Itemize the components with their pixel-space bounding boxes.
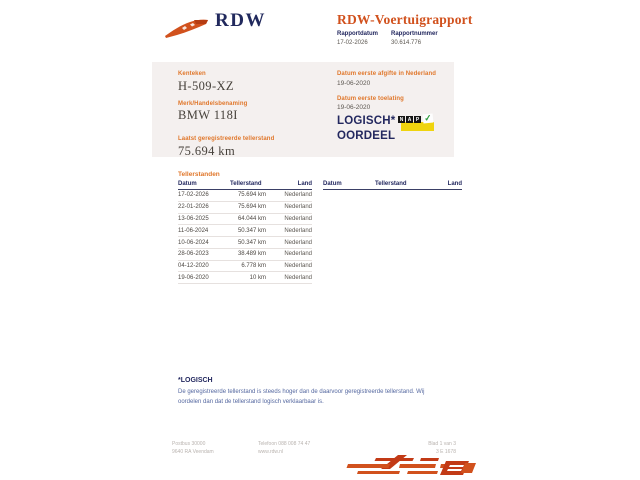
cell-datum: 04-12-2020	[178, 263, 209, 270]
nap-letter-a: A	[407, 116, 412, 123]
footer-phone: Telefoon 088 008 74 47	[258, 441, 311, 447]
report-number-value: 30.614.776	[391, 39, 422, 46]
nap-letter-n: N	[399, 116, 404, 123]
cell-tellerstand: 64.044 km	[237, 215, 266, 222]
kenteken-label: Kenteken	[178, 71, 206, 77]
nap-logo	[398, 112, 436, 135]
page-title: RDW-Voertuigrapport	[337, 12, 473, 27]
cell-tellerstand: 10 km	[249, 274, 266, 281]
table-header-row	[323, 181, 462, 190]
first-issue-value: 19-06-2020	[337, 79, 371, 87]
table-row	[178, 237, 312, 249]
rdw-logo	[164, 10, 266, 38]
vehicle-summary-panel	[152, 62, 454, 157]
cell-datum: 28-06-2023	[178, 251, 209, 258]
table-header-row	[178, 181, 312, 190]
merk-value: BMW 118I	[178, 108, 238, 122]
col-header-datum: Datum	[178, 181, 197, 187]
table-row	[178, 261, 312, 273]
report-number-block	[391, 31, 438, 46]
table-row	[178, 214, 312, 226]
odometer-table-right	[323, 181, 462, 190]
cell-tellerstand: 50.347 km	[237, 227, 266, 234]
footer-page-info	[428, 440, 456, 456]
latest-odometer-label: Laatst geregistreerde tellerstand	[178, 136, 275, 142]
verdict-text	[337, 114, 395, 143]
summary-left-column	[178, 71, 274, 166]
report-meta	[337, 31, 438, 46]
table-row	[178, 202, 312, 214]
cell-land: Nederland	[284, 239, 312, 246]
nap-letter-p: P	[415, 116, 420, 123]
odometer-table-left	[178, 181, 312, 284]
rdw-speedlines-graphic	[342, 455, 478, 479]
footer-page-number: Blad 1 van 3	[428, 441, 456, 447]
cell-datum: 19-06-2020	[178, 274, 209, 281]
verdict-line2: OORDEEL	[337, 129, 396, 142]
nap-letters	[398, 116, 421, 123]
table-row	[178, 190, 312, 202]
logisch-footnote-text: De geregistreerde tellerstand is steeds hoger dan de daarvoor geregistreerde tellerstand. Wij oordelen dan dat de tellerstand logisch verklaarbaar is.	[178, 389, 425, 405]
odometer-table-heading: Tellerstanden	[178, 171, 220, 178]
cell-land: Nederland	[284, 192, 312, 199]
latest-odometer-block	[178, 136, 274, 159]
cell-land: Nederland	[284, 251, 312, 258]
first-issue-label: Datum eerste afgifte in Nederland	[337, 71, 436, 77]
table-row	[178, 249, 312, 261]
footer-address	[172, 440, 258, 456]
nap-check-icon: ✓	[423, 112, 433, 124]
cell-tellerstand: 75.694 km	[237, 192, 266, 199]
col-header-datum: Datum	[323, 181, 342, 187]
summary-right-column	[337, 71, 452, 155]
cell-tellerstand: 75.694 km	[237, 204, 266, 211]
cell-datum: 11-06-2024	[178, 227, 209, 234]
cell-datum: 13-06-2025	[178, 215, 209, 222]
footer-address-line2: 9640 RA Veendam	[172, 449, 214, 455]
col-header-land: Land	[297, 181, 312, 187]
footer-doc-code: 3 E 1678	[435, 449, 456, 455]
cell-datum: 10-06-2024	[178, 239, 209, 246]
footer-website-link[interactable]: www.rdw.nl	[258, 449, 284, 455]
logisch-footnote-heading: *LOGISCH	[178, 377, 213, 384]
cell-land: Nederland	[284, 227, 312, 234]
rdw-logo-text: RDW	[215, 10, 266, 31]
latest-odometer-value: 75.694 km	[178, 143, 236, 158]
cell-datum: 22-01-2026	[178, 204, 209, 211]
cell-datum: 17-02-2026	[178, 192, 209, 199]
report-date-block	[337, 31, 378, 46]
nap-yellow-bar	[401, 122, 434, 131]
merk-label: Merk/Handelsbenaming	[178, 100, 248, 107]
cell-tellerstand: 50.347 km	[237, 239, 266, 246]
page-footer	[172, 440, 456, 456]
first-admission-value: 19-06-2020	[337, 104, 371, 111]
cell-land: Nederland	[284, 274, 312, 281]
report-number-label: Rapportnummer	[391, 31, 438, 37]
rdw-wing-icon	[164, 14, 210, 38]
cell-land: Nederland	[284, 204, 312, 211]
footer-address-line1: Postbus 30000	[172, 441, 206, 447]
cell-land: Nederland	[284, 215, 312, 222]
verdict-line1: LOGISCH*	[337, 115, 396, 127]
cell-land: Nederland	[284, 263, 312, 270]
table-row	[178, 272, 312, 284]
kenteken-value: H-509-XZ	[178, 78, 234, 93]
report-date-label: Rapportdatum	[337, 31, 378, 37]
footer-contact	[258, 440, 428, 456]
col-header-tellerstand: Tellerstand	[230, 181, 262, 187]
first-admission-label: Datum eerste toelating	[337, 95, 404, 102]
cell-tellerstand: 38.489 km	[237, 251, 266, 258]
report-date-value: 17-02-2026	[337, 39, 368, 46]
col-header-tellerstand: Tellerstand	[375, 181, 407, 187]
cell-tellerstand: 6.778 km	[241, 263, 266, 270]
table-row	[178, 225, 312, 237]
col-header-land: Land	[447, 181, 462, 187]
